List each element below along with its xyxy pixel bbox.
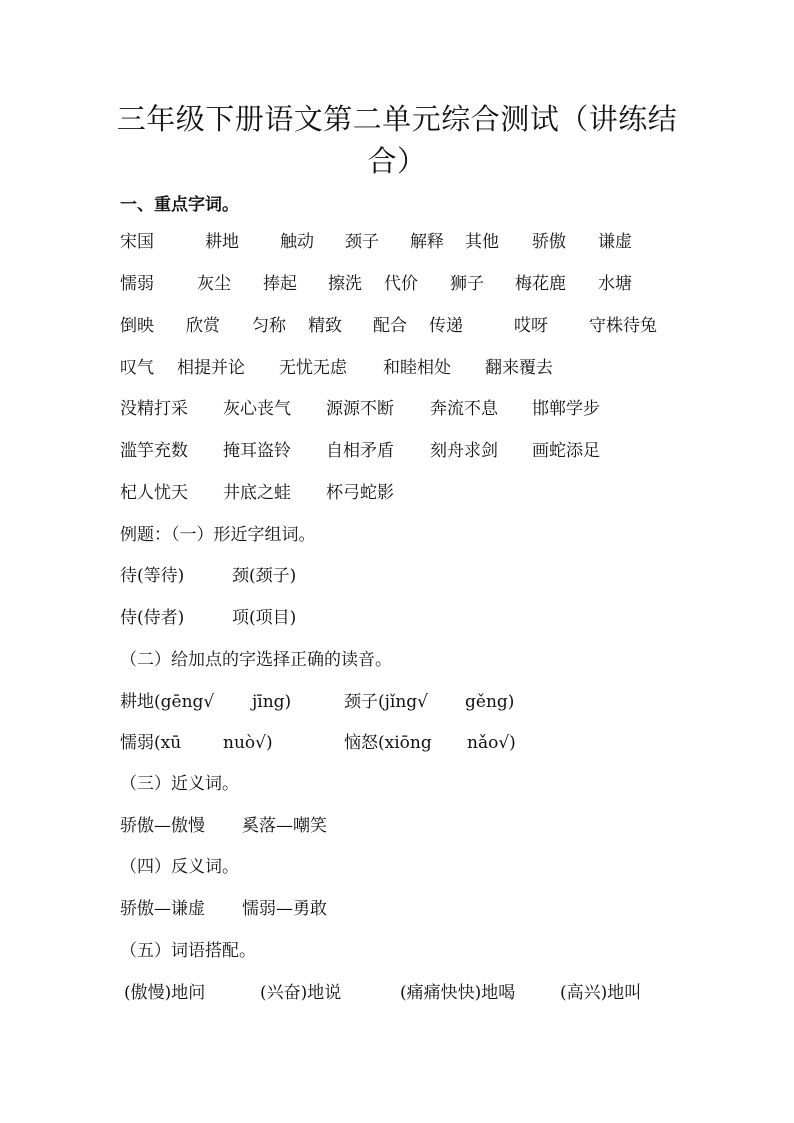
word: 懦弱: [120, 274, 154, 294]
synonym-pair: 骄傲—傲慢: [120, 816, 205, 836]
word: 杞人忧天: [120, 483, 188, 503]
title-line-1: 三年级下册语文第二单元综合测试（讲练结: [116, 102, 678, 136]
pinyin-choice: gěng): [465, 692, 515, 712]
similar-char: 侍(侍者): [120, 608, 185, 628]
collocation: (痛痛快快)地喝: [400, 983, 516, 1003]
word: 匀称: [252, 316, 286, 336]
pinyin-choice: nǎo√): [467, 733, 516, 753]
word: 邯郸学步: [532, 399, 600, 419]
document-title: [100, 98, 694, 182]
collocation: (兴奋)地说: [260, 983, 342, 1003]
word: 谦虚: [598, 232, 632, 252]
word: 擦洗: [328, 274, 362, 294]
word: 刻舟求剑: [430, 441, 498, 461]
collocation-heading: （五）词语搭配。: [120, 941, 256, 961]
word: 精致: [308, 316, 342, 336]
word: 滥竽充数: [120, 441, 188, 461]
word: 无忧无虑: [279, 358, 347, 378]
antonym-heading: （四）反义词。: [120, 857, 239, 877]
pinyin-choice: 耕地(gēng√: [120, 692, 215, 712]
collocation: (傲慢)地问: [124, 983, 206, 1003]
word: 触动: [280, 232, 314, 252]
word: 解释: [410, 232, 444, 252]
antonym-pair: 懦弱—勇敢: [242, 899, 327, 919]
word: 其他: [465, 232, 499, 252]
word: 掩耳盗铃: [223, 441, 291, 461]
pinyin-choice: 懦弱(xū: [120, 733, 182, 753]
pinyin-choice: jīng): [252, 692, 292, 712]
similar-char: 待(等待): [120, 566, 185, 586]
word: 倒映: [120, 316, 154, 336]
word: 灰尘: [197, 274, 231, 294]
word: 灰心丧气: [223, 399, 291, 419]
word: 守株待兔: [589, 316, 657, 336]
word: 捧起: [263, 274, 297, 294]
similar-char: 颈(颈子): [232, 566, 297, 586]
word: 源源不断: [326, 399, 394, 419]
pinyin-choice: nuò√): [223, 733, 273, 753]
word: 狮子: [450, 274, 484, 294]
pinyin-heading: （二）给加点的字选择正确的读音。: [120, 650, 392, 670]
word: 梅花鹿: [515, 274, 566, 294]
word: 奔流不息: [430, 399, 498, 419]
word: 耕地: [205, 232, 239, 252]
word: 相提并论: [177, 358, 245, 378]
word: 没精打采: [120, 399, 188, 419]
word: 井底之蛙: [223, 483, 291, 503]
word: 画蛇添足: [532, 441, 600, 461]
word: 和睦相处: [383, 358, 451, 378]
similar-char: 项(项目): [232, 608, 297, 628]
synonym-pair: 奚落—嘲笑: [242, 816, 327, 836]
word: 代价: [384, 274, 418, 294]
collocation: (高兴)地叫: [560, 983, 642, 1003]
synonym-heading: （三）近义词。: [120, 774, 239, 794]
word: 水塘: [598, 274, 632, 294]
word: 传递: [429, 316, 463, 336]
title-line-2: 合）: [367, 144, 427, 178]
word: 叹气: [120, 358, 154, 378]
antonym-pair: 骄傲—谦虚: [120, 899, 205, 919]
word: 配合: [373, 316, 407, 336]
word: 自相矛盾: [326, 441, 394, 461]
word: 骄傲: [532, 232, 566, 252]
word: 宋国: [120, 232, 154, 252]
word: 杯弓蛇影: [326, 483, 394, 503]
word: 哎呀: [514, 316, 548, 336]
pinyin-choice: 颈子(jǐng√: [344, 692, 429, 712]
word: 颈子: [345, 232, 379, 252]
word: 翻来覆去: [485, 358, 553, 378]
example-heading: 例题：（一）形近字组词。: [120, 525, 316, 545]
section-heading-key-words: 一、重点字词。: [120, 195, 239, 215]
word: 欣赏: [186, 316, 220, 336]
pinyin-choice: 恼怒(xiōng: [344, 733, 432, 753]
